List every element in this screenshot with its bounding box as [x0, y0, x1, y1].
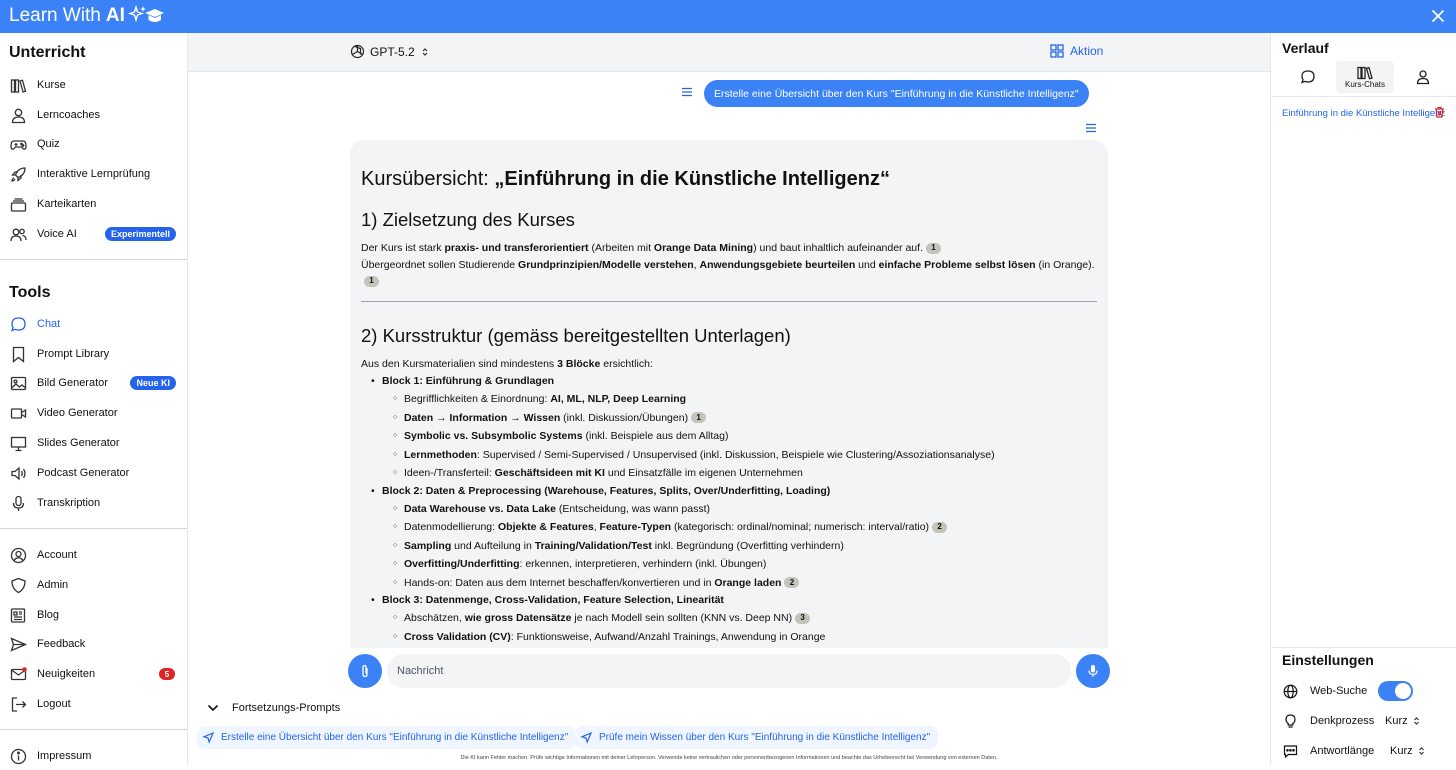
- sidebar-item-bild-generator[interactable]: [0, 369, 187, 397]
- select-value: Kurz: [1390, 745, 1413, 757]
- answer-title-prefix: Kursübersicht:: [361, 168, 495, 190]
- person-icon: [1415, 69, 1431, 85]
- lightbulb-icon: [1282, 713, 1298, 729]
- text: Begrifflichkeiten & Einordnung:: [404, 393, 551, 405]
- text: inkl. Begründung (Overfitting verhindern): [651, 539, 844, 552]
- text-bold: Training/Validation/Test: [534, 539, 652, 552]
- setting-antwortlaenge: [1282, 740, 1447, 762]
- section-title-unterricht: Unterricht: [9, 44, 86, 61]
- text-bold: Objekte & Features: [497, 521, 594, 533]
- sidebar-divider: [0, 528, 187, 529]
- presentation-icon: [10, 435, 27, 452]
- text-bold: AI, ML, NLP, Deep Learning: [550, 393, 687, 405]
- text-bold: Geschäftsideen mit KI: [494, 467, 605, 479]
- sidebar-item-account[interactable]: [0, 541, 187, 569]
- disclaimer: Die KI kann Fehler machen. Prüfe wichtige Informationen mit deiner Lehrperson. Verwende keine vertraulichen oder personenbezogenen Informationen und beachte das Urheberrecht bei Verwendung von externen Daten.: [460, 755, 998, 761]
- list-item: [393, 555, 1097, 574]
- history-item-title[interactable]: Einführung in die Künstliche Intelligenz: [1282, 107, 1446, 119]
- sidebar-item-podcast-generator[interactable]: [0, 459, 187, 487]
- setting-label: Denkprozess: [1310, 715, 1375, 727]
- text: Abschätzen,: [404, 612, 465, 624]
- sidebar-divider: [0, 259, 187, 260]
- right-panel: [1270, 33, 1456, 765]
- web-suche-toggle[interactable]: [1378, 681, 1413, 701]
- chat-bubble-icon: [1300, 69, 1316, 85]
- text-bold: praxis- und transferorientiert: [444, 242, 589, 254]
- aktion-button[interactable]: [1050, 44, 1103, 58]
- assistant-message: [350, 140, 1108, 648]
- top-bar: [0, 0, 1456, 33]
- section-heading: 1) Zielsetzung des Kurses: [361, 209, 575, 230]
- sidebar-item-label: Slides Generator: [37, 437, 120, 449]
- text: : erkennen, interpretieren, verhindern (inkl. Übungen): [519, 558, 767, 570]
- list-item: [393, 574, 1097, 593]
- info-icon: [10, 748, 27, 765]
- citation-badge[interactable]: 1: [691, 412, 706, 423]
- close-icon[interactable]: [1429, 7, 1447, 25]
- list-item: [371, 483, 1097, 593]
- bookmark-icon: [10, 346, 27, 363]
- sidebar-item-label: Bild Generator: [37, 377, 108, 389]
- sidebar-item-lerncoaches[interactable]: [0, 101, 187, 129]
- voice-input-button[interactable]: [1076, 654, 1110, 688]
- section-title-tools: Tools: [9, 284, 51, 301]
- text-bold: Daten → Information → Wissen: [404, 411, 561, 424]
- app-logo: [9, 5, 165, 27]
- sidebar-item-label: Neuigkeiten: [37, 668, 96, 680]
- sidebar-item-label: Karteikarten: [37, 198, 97, 210]
- select-value: Kurz: [1385, 715, 1408, 727]
- list-item: [393, 500, 1097, 519]
- text: (Entscheidung, was wann passt): [555, 502, 711, 515]
- send-arrow-icon: [203, 732, 214, 743]
- new-ai-badge: Neue KI: [130, 376, 176, 390]
- text-bold: Symbolic vs. Subsymbolic Systems: [404, 430, 583, 442]
- sidebar-item-label: Chat: [37, 318, 61, 330]
- chat-icon: [10, 316, 27, 333]
- shield-icon: [10, 577, 27, 594]
- text: ) und baut inhaltlich aufeinander auf.: [753, 242, 923, 254]
- sidebar-item-label: Podcast Generator: [37, 467, 130, 479]
- list-item: [393, 464, 1097, 483]
- chat-header: [188, 33, 1270, 72]
- list-item: [393, 518, 1097, 537]
- section-heading: 2) Kursstruktur (gemäss bereitgestellten Unterlagen): [361, 324, 791, 346]
- text: (inkl. Diskussion/Übungen): [560, 411, 689, 424]
- list-item: [371, 373, 1097, 483]
- globe-icon: [1282, 683, 1298, 699]
- account-icon: [10, 547, 27, 564]
- send-icon: [10, 636, 27, 653]
- history-item: [1282, 106, 1445, 120]
- message-input[interactable]: [387, 654, 1071, 688]
- denkprozess-select[interactable]: [1385, 715, 1421, 727]
- divider: [361, 301, 1097, 302]
- user-message: Erstelle eine Übersicht über den Kurs "Einführung in die Künstliche Intelligenz": [704, 80, 1089, 107]
- text: : Supervised / Semi-Supervised / Unsupervised (inkl. Diskussion, Beispiele wie Clustering/Assoziationsanalyse): [476, 448, 995, 461]
- sidebar-item-label: Voice AI: [37, 228, 77, 240]
- citation-badge[interactable]: 1: [926, 243, 941, 254]
- text: und Einsatzfälle im eigenen Unternehmen: [604, 467, 803, 479]
- message-menu-icon[interactable]: [681, 87, 693, 97]
- sidebar-item-label: Impressum: [37, 750, 92, 762]
- sidebar: [0, 33, 188, 765]
- grid-icon: [1050, 44, 1064, 58]
- paperclip-icon: [358, 664, 372, 678]
- sidebar-item-karteikarten[interactable]: [0, 190, 187, 218]
- block-title: Block 2: Daten & Preprocessing (Warehouse, Features, Splits, Over/Underfitting, Loading): [382, 484, 831, 497]
- text-bold: einfache Probleme selbst lösen: [878, 258, 1036, 271]
- sidebar-item-video-generator[interactable]: [0, 399, 187, 427]
- sidebar-item-kurse[interactable]: [0, 71, 187, 99]
- continuation-prompts-label: Fortsetzungs-Prompts: [232, 702, 341, 714]
- message-dots-icon: [1282, 743, 1298, 759]
- text: ,: [693, 258, 700, 271]
- microphone-icon: [1086, 664, 1100, 678]
- settings-title: Einstellungen: [1282, 652, 1374, 668]
- sidebar-item-logout[interactable]: [0, 690, 187, 718]
- text-bold: Lernmethoden: [404, 448, 477, 461]
- text: Der Kurs ist stark: [361, 242, 445, 254]
- list-item: [393, 390, 1097, 409]
- message-composer: [348, 654, 1110, 688]
- sidebar-item-label: Blog: [37, 609, 60, 621]
- brand-strong: AI: [105, 5, 125, 26]
- answer-title-strong: „Einführung in die Künstliche Intelligenz“: [494, 168, 890, 190]
- trash-icon[interactable]: [1434, 106, 1445, 118]
- sidebar-item-label: Admin: [37, 579, 69, 591]
- list-item: [393, 409, 1097, 428]
- video-icon: [10, 405, 27, 422]
- gamepad-icon: [10, 136, 27, 153]
- users-icon: [10, 226, 27, 243]
- tab-label: Kurs-Chats: [1344, 79, 1385, 89]
- text-bold: wie gross Datensätze: [464, 612, 572, 624]
- text: (in Orange).: [1035, 258, 1095, 271]
- sidebar-item-interaktive-lernpruefung[interactable]: [0, 160, 187, 188]
- chevron-down-icon: [207, 704, 219, 712]
- library-icon: [10, 77, 27, 94]
- setting-label: Web-Suche: [1310, 685, 1368, 697]
- sub-list: [382, 390, 1097, 483]
- block-title: Block 1: Einführung & Grundlagen: [382, 375, 555, 387]
- sidebar-item-slides-generator[interactable]: [0, 429, 187, 457]
- citation-badge[interactable]: 2: [932, 522, 947, 533]
- text: Übergeordnet sollen Studierende: [361, 258, 519, 271]
- sidebar-item-label: Logout: [37, 698, 71, 710]
- microphone-icon: [10, 495, 27, 512]
- tab-chats[interactable]: [1293, 61, 1323, 93]
- sidebar-item-label: Video Generator: [37, 407, 118, 419]
- citation-badge[interactable]: 1: [364, 276, 379, 287]
- sidebar-item-label: Feedback: [37, 638, 86, 650]
- text: Ideen-/Transferteil:: [404, 467, 495, 479]
- text-bold: Data Warehouse vs. Data Lake: [404, 502, 556, 515]
- paragraph: [361, 356, 1097, 373]
- citation-badge[interactable]: 3: [795, 613, 810, 624]
- sub-list: [382, 500, 1097, 593]
- rocket-icon: [10, 166, 27, 183]
- sidebar-item-voice-ai[interactable]: [0, 220, 187, 248]
- cards-icon: [10, 196, 27, 213]
- image-icon: [10, 375, 27, 392]
- suggestion-text: Erstelle eine Übersicht über den Kurs "Einführung in die Künstliche Intelligenz": [221, 732, 569, 743]
- list-item: [393, 537, 1097, 556]
- text: : Funktionsweise, Aufwand/Anzahl Trainings, Anwendung in Orange: [510, 630, 826, 643]
- openai-logo-icon: [350, 44, 365, 59]
- speaker-icon: [10, 465, 27, 482]
- setting-label: Antwortlänge: [1310, 745, 1375, 757]
- updown-chevron-icon: [1417, 746, 1426, 756]
- sidebar-item-chat[interactable]: [0, 310, 187, 338]
- tab-profile[interactable]: [1408, 61, 1438, 93]
- citation-badge[interactable]: 2: [784, 577, 799, 588]
- text: und Aufteilung in: [451, 539, 535, 552]
- block-list: [361, 373, 1097, 646]
- aktion-label: Aktion: [1070, 44, 1104, 58]
- text: Aus den Kursmaterialien sind mindestens: [361, 357, 558, 370]
- sidebar-item-feedback[interactable]: [0, 630, 187, 658]
- text: (Arbeiten mit: [588, 242, 654, 254]
- chat-main: [188, 33, 1270, 765]
- sidebar-item-prompt-library[interactable]: [0, 340, 187, 368]
- logout-icon: [10, 696, 27, 713]
- text-bold: 3 Blöcke: [557, 357, 601, 370]
- newspaper-icon: [10, 607, 27, 624]
- answer-menu-icon[interactable]: [1085, 123, 1097, 133]
- sidebar-item-label: Transkription: [37, 497, 101, 509]
- attach-button[interactable]: [348, 654, 382, 688]
- sidebar-item-neuigkeiten[interactable]: [0, 660, 187, 688]
- text: je nach Modell sein sollten (KNN vs. Deep NN): [571, 612, 793, 624]
- sidebar-item-blog[interactable]: [0, 601, 187, 629]
- text: ersichtlich:: [600, 357, 653, 370]
- model-selector[interactable]: [350, 44, 435, 59]
- model-name: GPT-5.2: [370, 44, 415, 59]
- tab-kurs-chats[interactable]: [1336, 61, 1394, 93]
- send-arrow-icon: [581, 732, 592, 743]
- sidebar-item-label: Kurse: [37, 79, 66, 91]
- text: (inkl. Beispiele aus dem Alltag): [582, 430, 729, 442]
- paragraph: [361, 240, 1097, 290]
- suggestion-text: Prüfe mein Wissen über den Kurs "Einführung in die Künstliche Intelligenz": [599, 732, 931, 743]
- list-item: [371, 592, 1097, 646]
- text-bold: Feature-Typen: [599, 521, 672, 533]
- person-icon: [10, 107, 27, 124]
- list-item: [393, 609, 1097, 628]
- panel-divider: [1271, 647, 1456, 648]
- list-item: [393, 427, 1097, 446]
- block-title: Block 3: Datenmenge, Cross-Validation, Feature Selection, Linearität: [382, 594, 724, 606]
- sidebar-item-impressum[interactable]: [0, 742, 187, 770]
- library-icon: [1357, 66, 1373, 80]
- mail-icon: [10, 666, 27, 683]
- text-bold: Grundprinzipien/Modelle verstehen: [518, 258, 694, 271]
- text-bold: Sampling: [404, 539, 452, 552]
- history-title: Verlauf: [1282, 40, 1329, 56]
- text-bold: Orange laden: [714, 576, 782, 589]
- text-bold: Anwendungsgebiete beurteilen: [699, 258, 856, 271]
- list-item: [393, 446, 1097, 465]
- sidebar-item-admin[interactable]: [0, 571, 187, 599]
- answer-title: [361, 168, 1097, 191]
- sidebar-item-label: Quiz: [37, 138, 60, 150]
- text: Datenmodellierung:: [404, 521, 498, 533]
- text: und: [855, 258, 879, 271]
- notification-count-badge: 5: [159, 668, 175, 680]
- setting-web-suche: [1282, 680, 1447, 702]
- text-bold: Overfitting/Underfitting: [404, 558, 520, 570]
- updown-chevron-icon: [420, 47, 430, 57]
- sidebar-item-quiz[interactable]: [0, 130, 187, 158]
- setting-denkprozess: [1282, 710, 1447, 732]
- sidebar-item-label: Interaktive Lernprüfung: [37, 168, 151, 180]
- sparkle-graduation-cap-icon: [129, 5, 165, 27]
- text: Hands-on: Daten aus dem Internet beschaffen/konvertieren und in: [404, 576, 715, 589]
- sub-list: [382, 609, 1097, 646]
- sidebar-item-label: Prompt Library: [37, 348, 110, 360]
- panel-divider: [1271, 96, 1456, 97]
- updown-chevron-icon: [1412, 716, 1421, 726]
- antwortlaenge-select[interactable]: [1390, 745, 1426, 757]
- suggestion-chip[interactable]: [197, 726, 576, 749]
- sidebar-divider: [0, 729, 187, 730]
- brand-prefix: Learn With: [9, 5, 101, 26]
- text: (kategorisch: ordinal/nominal; numerisch: interval/ratio): [671, 521, 930, 533]
- text-bold: Cross Validation (CV): [404, 630, 511, 643]
- text: ,: [593, 521, 600, 533]
- continuation-prompts-toggle[interactable]: [207, 702, 340, 714]
- experimental-badge: Experimentell: [105, 227, 176, 241]
- sidebar-item-label: Lerncoaches: [37, 109, 100, 121]
- sidebar-item-label: Account: [37, 549, 77, 561]
- list-item: [393, 628, 1097, 647]
- suggestion-chip[interactable]: [575, 726, 938, 749]
- sidebar-item-transkription[interactable]: [0, 489, 187, 517]
- text-bold: Orange Data Mining: [653, 242, 754, 254]
